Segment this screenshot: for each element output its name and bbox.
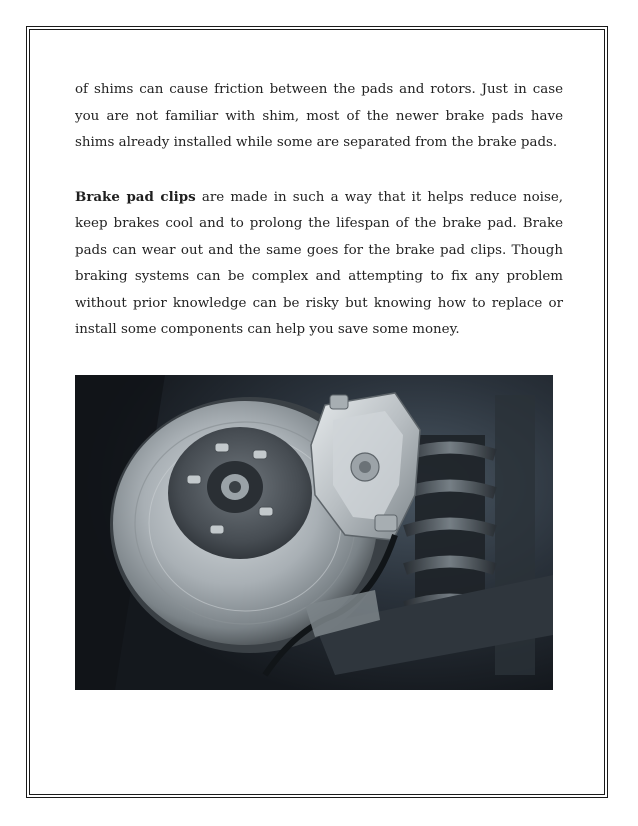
document-body bbox=[75, 77, 563, 344]
term-brake-pad-clips: Brake pad clips bbox=[75, 188, 196, 205]
brake-disc-photo bbox=[75, 375, 553, 690]
paragraph-brake-pad-clips-text: are made in such a way that it helps reduce noise, keep brakes cool and to prolong the lifespan of the brake pad. Brake pads can wear out and the same goes for the brake pad clips. Though braking systems can be complex and attempting to fix any problem without prior knowledge can be risky but knowing how to replace or install some components can help you save some money. bbox=[75, 189, 563, 337]
paragraph-brake-pad-clips bbox=[75, 184, 563, 344]
paragraph-shims: of shims can cause friction between the pads and rotors. Just in case you are not familiar with shim, most of the newer brake pads have shims already installed while some are separated from the brake pads. bbox=[75, 82, 563, 150]
